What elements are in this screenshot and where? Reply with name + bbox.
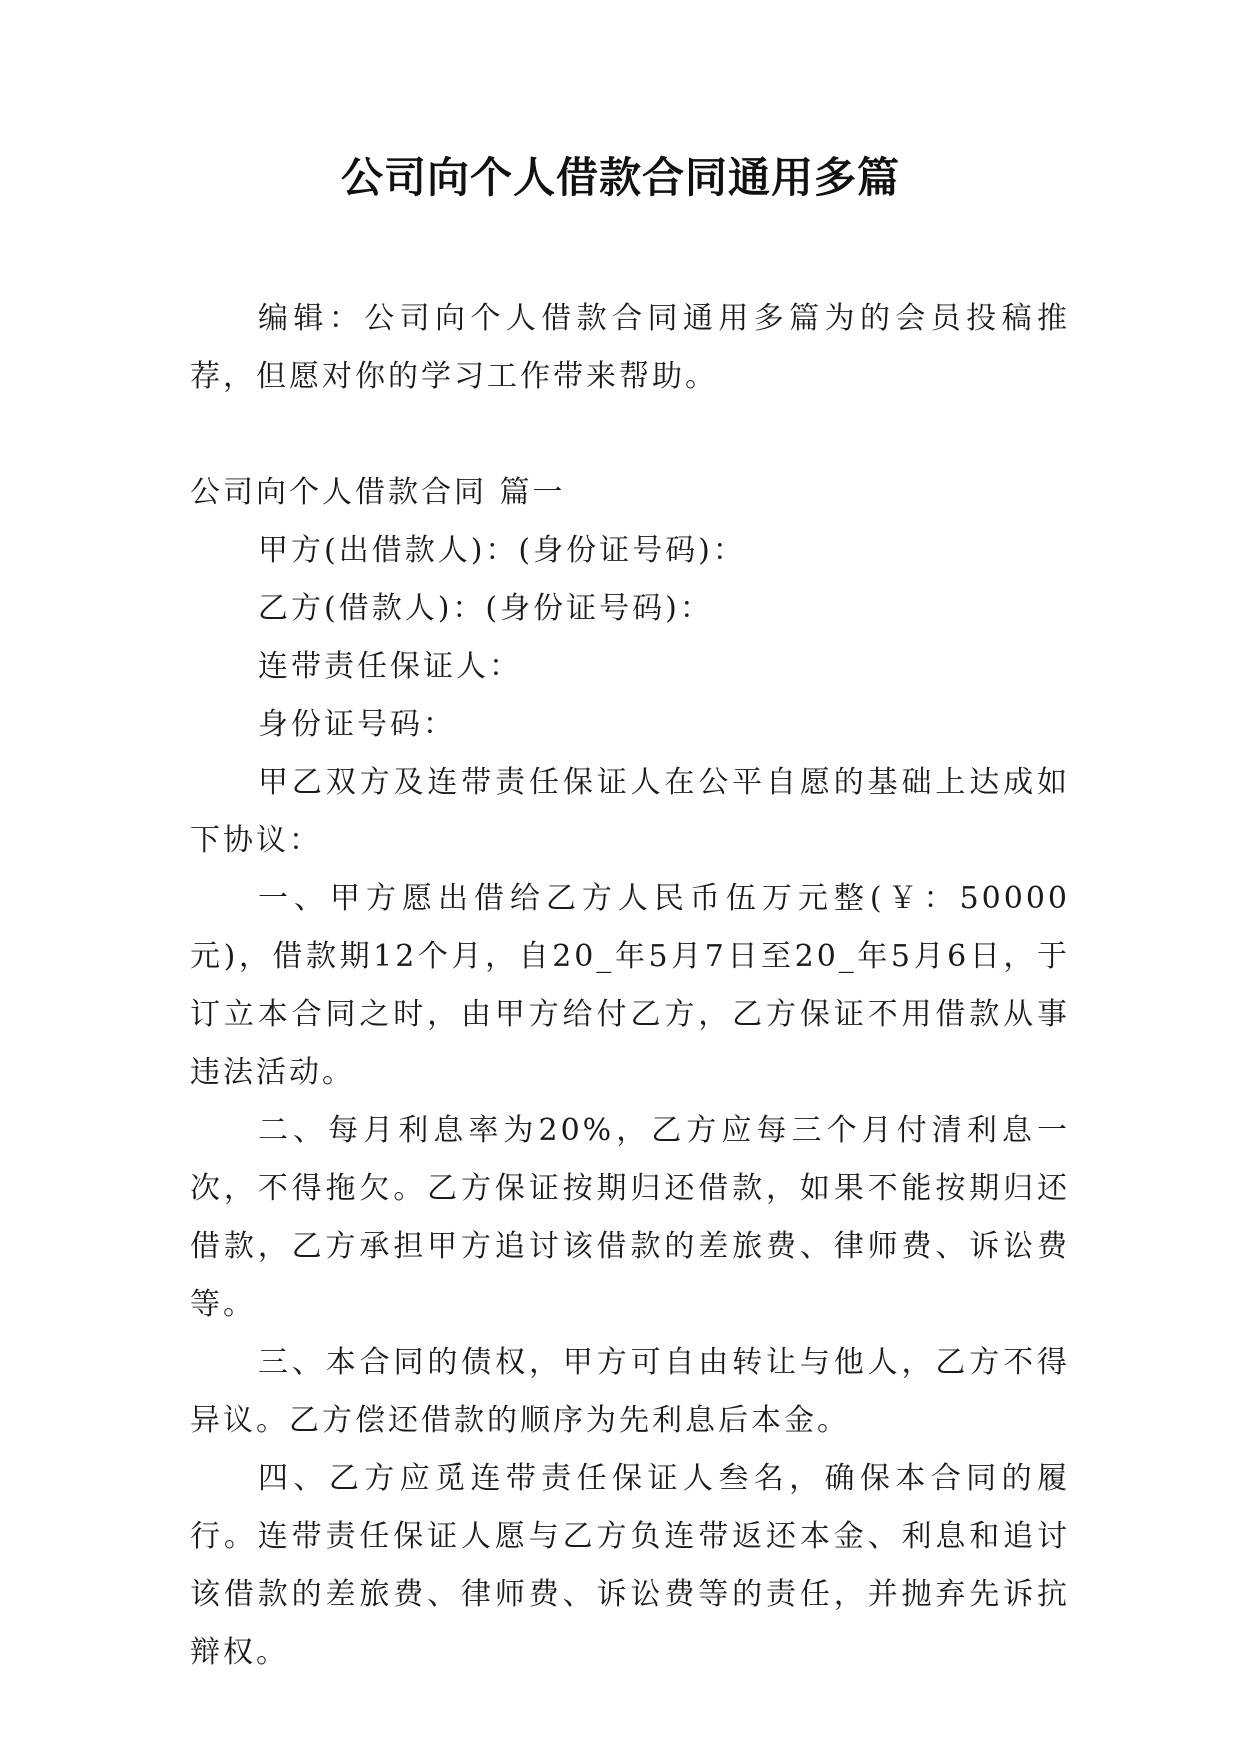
- document-body: [190, 290, 1070, 1682]
- lender-field: 甲方(出借款人)：(身份证号码)：: [258, 533, 746, 568]
- document-title: 公司向个人借款合同通用多篇: [340, 153, 900, 202]
- clause-4-paragraph: 四、乙方应觅连带责任保证人叁名，确保本合同的履行。连带责任保证人愿与乙方负连带返还本金、利息和追讨该借款的差旅费、律师费、诉讼费等的责任，并抛弃先诉抗辩权。: [190, 1461, 1070, 1670]
- guarantor-field: 连带责任保证人：: [258, 649, 522, 684]
- borrower-field: 乙方(借款人)：(身份证号码)：: [258, 591, 713, 626]
- intro-paragraph: 编辑：公司向个人借款合同通用多篇为的会员投稿推荐，但愿对你的学习工作带来帮助。: [190, 301, 1070, 394]
- clause-2-paragraph: 二、每月利息率为20%，乙方应每三个月付清利息一次，不得拖欠。乙方保证按期归还借款，如果不能按期归还借款，乙方承担甲方追讨该借款的差旅费、律师费、诉讼费等。: [190, 1113, 1070, 1322]
- id-number-field: 身份证号码：: [258, 707, 456, 742]
- agreement-paragraph: 甲乙双方及连带责任保证人在公平自愿的基础上达成如下协议：: [190, 765, 1070, 858]
- clause-3-paragraph: 三、本合同的债权，甲方可自由转让与他人，乙方不得异议。乙方偿还借款的顺序为先利息后本金。: [190, 1345, 1070, 1438]
- section-heading: 公司向个人借款合同 篇一: [190, 475, 566, 510]
- clause-1-paragraph: 一、甲方愿出借给乙方人民币伍万元整(￥：50000元)，借款期12个月，自20_年5月7日至20_年5月6日，于订立本合同之时，由甲方给付乙方，乙方保证不用借款从事违法活动。: [190, 881, 1070, 1090]
